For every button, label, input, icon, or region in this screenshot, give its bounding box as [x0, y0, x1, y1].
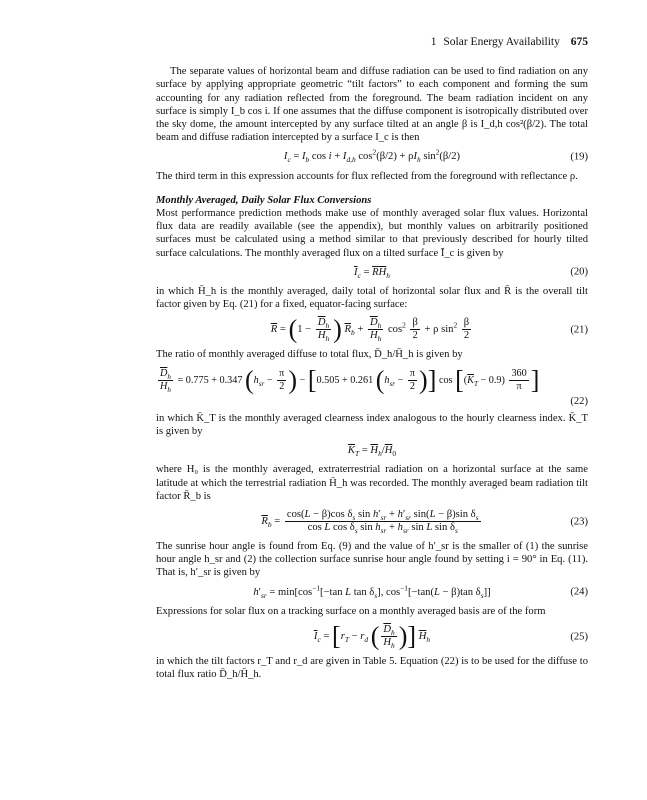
equation-24-tag: (24): [570, 586, 588, 598]
equation-21: $\overline{R} = (1$ − $\frac{\overline{D}_h}{\overline{H}_h}$ ) $\overline{R}_b$ + $\frac{\overline{D}_h}{\overline{H}_h}$ $\cos^2$ $\frac{\beta}{2}$ + ρ $\sin^2$ $\frac{\beta}{2}$ (21): [270, 314, 588, 344]
coef-5: 0.9: [488, 374, 502, 386]
equation-25-tag: (25): [570, 630, 588, 642]
coef-2: 0.347: [219, 374, 243, 386]
page: [156, 36, 588, 682]
paragraph-7: where H₀ is the monthly averaged, extraterrestrial radiation on a horizontal surface at the same latitude at which the terrestrial radiation H̄_h was recorded. The monthly averaged beam radiation tilt factor R̄_b is: [156, 464, 588, 502]
equation-23: $\overline{R}_b$ = $\frac{\cos(L - \beta)\cos \delta_s \sin h'_{sr} + h'_{sr} \sin(L - \beta)\sin \delta_s}{\cos L \cos \delta_s \sin h_{sr} + h_{sr} \sin L \sin \delta_s}$ (23): [261, 509, 588, 536]
paragraph-8: The sunrise hour angle is found from Eq. (9) and the value of h′_sr is the smaller of (1) the sunrise hour angle h_sr and (2) the collection surface sunrise hour angle found by setting i = 90° in Eq. (11). That is, h′_sr is given by: [156, 541, 588, 579]
section-heading: Monthly Averaged, Daily Solar Flux Conversions: [156, 194, 372, 206]
equation-25: $\overline{I}_c = [r_T - r_d$ ( $\frac{\overline{D}_h}{\overline{H}_h}$ )] $\overline{H}_h$ (25): [313, 621, 588, 651]
equation-20-tag: (20): [570, 266, 588, 278]
equation-20: $\overline{I}_c = \overline{R}\overline{H}_h$ (20): [354, 266, 588, 280]
coef-6: 360: [511, 367, 527, 379]
paragraph-1: The separate values of horizontal beam and diffuse radiation can be used to find radiation on any surface by applying appropriate geometric “tilt factors” to each component and forming the sum accounting for any radiation reflected from the foreground. The beam radiation incident on any surface is simply I_b cos i. If one assumes that the diffuse component is isotropically distributed over the sky dome, the amount intercepted by any surface tilted at an angle β is I_d,h cos²(β/2). The total beam and diffuse radiation intercepted by a surface I_c is then: [156, 66, 588, 144]
coef-4: 0.261: [350, 374, 374, 386]
page-number: 675: [570, 36, 588, 48]
coef-1: 0.775: [185, 374, 209, 386]
section-title: Solar Energy Availability: [443, 36, 560, 48]
paragraph-6: in which K̄_T is the monthly averaged clearness index analogous to the hourly clearness index. K̄_T is given by: [156, 412, 588, 438]
paragraph-2: The third term in this expression accounts for flux reflected from the foreground with reflectance ρ.: [156, 170, 578, 182]
paragraph-5: The ratio of monthly averaged diffuse to total flux, D̄_h/H̄_h is given by: [156, 349, 463, 361]
equation-22: $\frac{\overline{D}_h}{\overline{H}_h}$ = 0.775 + 0.347 ($h_{sr}$ − $\frac{\pi}{2}$ ) − [0.505 + 0.261 ($h_{sr}$ − $\frac{\pi}{2}$ )] $\cos [(\overline{K}_T - 0.9)$ $\frac{360}{\pi}$ ]: [160, 365, 540, 395]
coef-3: 0.505: [316, 374, 340, 386]
paragraph-10: in which the tilt factors r_T and r_d are given in Table 5. Equation (22) is to be used for the diffuse to total flux ratio D̄_h/H̄_h.: [156, 656, 588, 681]
equation-21-tag: (21): [570, 324, 588, 336]
equation-23-tag: (23): [570, 515, 588, 527]
paragraph-3: Most performance prediction methods make use of monthly averaged solar flux values. Horizontal flux data are readily available (see the appendix), but monthly values on arbitrarily positioned surfaces must be calculated using a method similar to that previously described for hourly tilted surface calculations. The monthly averaged flux on a tilted surface Ī_c is given by: [156, 208, 588, 259]
equation-kt: $\overline{K}_T = \overline{H}_h/\overline{H}_0$: [347, 445, 397, 459]
equation-19: $I_c = I_b$ $\cos i + I_{d,h}$ $\cos^2(\beta/2) + \rho I_h$ $\sin^2(\beta/2)$ (19): [283, 147, 588, 165]
chapter-number: 1: [430, 36, 437, 48]
paragraph-9: Expressions for solar flux on a tracking surface on a monthly averaged basis are of the form: [156, 605, 546, 617]
equation-19-tag: (19): [570, 151, 588, 163]
equation-22-tag: (22): [570, 395, 588, 407]
paragraph-4: in which H̄_h is the monthly averaged, daily total of horizontal solar flux and R̄ is the overall tilt factor given by Eq. (21) for a fixed, equator-facing surface:: [156, 286, 588, 311]
page-header: [156, 36, 588, 49]
equation-24: $h'_{sr} = \min[\cos^{-1}[-\tan$ L $\tan \delta_s$], $\cos^{-1}[-\tan(L - \beta)\tan$ $\delta_s$]] (24): [253, 583, 588, 600]
